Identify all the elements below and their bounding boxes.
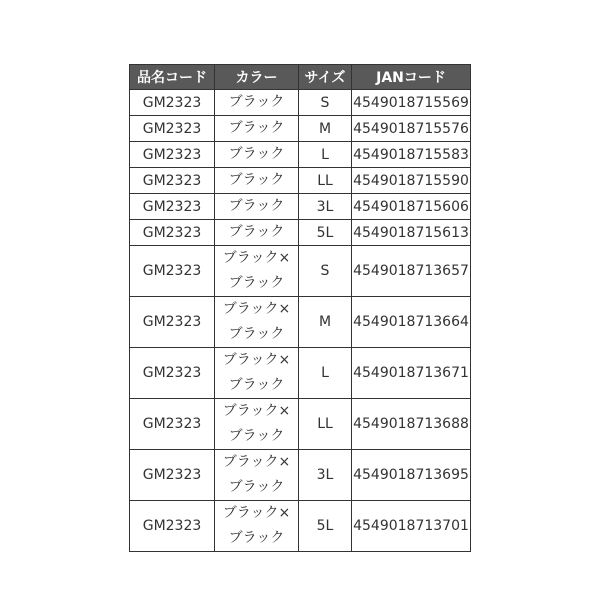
cell-jan-code: 4549018715613: [352, 220, 471, 246]
color-line: ブラック×: [222, 352, 291, 368]
cell-color: [215, 297, 299, 348]
table-row: [130, 116, 471, 142]
cell-product-code: GM2323: [130, 450, 215, 501]
cell-color: [215, 194, 299, 220]
header-product-code: 品名コード: [130, 65, 215, 90]
cell-color: [215, 220, 299, 246]
cell-size: LL: [299, 399, 352, 450]
cell-jan-code: 4549018715569: [352, 90, 471, 116]
cell-jan-code: 4549018715583: [352, 142, 471, 168]
cell-product-code: GM2323: [130, 246, 215, 297]
table-row: [130, 194, 471, 220]
cell-color: [215, 399, 299, 450]
color-line: ブラック×: [222, 250, 291, 266]
cell-color: [215, 168, 299, 194]
cell-color: [215, 348, 299, 399]
cell-size: S: [299, 246, 352, 297]
header-jan-code: JANコード: [352, 65, 471, 90]
product-spec-table: [129, 64, 471, 552]
color-line: ブラック×: [222, 403, 291, 419]
cell-product-code: GM2323: [130, 168, 215, 194]
table-header: [130, 65, 471, 90]
cell-size: LL: [299, 168, 352, 194]
cell-color: [215, 450, 299, 501]
cell-product-code: GM2323: [130, 116, 215, 142]
color-line: ブラック: [228, 94, 285, 110]
table-row: [130, 220, 471, 246]
color-line: ブラック: [228, 428, 285, 444]
table-row: [130, 90, 471, 116]
cell-jan-code: 4549018713657: [352, 246, 471, 297]
cell-color: [215, 90, 299, 116]
cell-product-code: GM2323: [130, 90, 215, 116]
cell-jan-code: 4549018713664: [352, 297, 471, 348]
color-line: ブラック: [228, 198, 285, 214]
cell-product-code: GM2323: [130, 194, 215, 220]
cell-size: L: [299, 348, 352, 399]
cell-jan-code: 4549018713671: [352, 348, 471, 399]
cell-size: 3L: [299, 194, 352, 220]
cell-size: 3L: [299, 450, 352, 501]
color-line: ブラック×: [222, 505, 291, 521]
cell-size: L: [299, 142, 352, 168]
header-color: カラー: [215, 65, 299, 90]
cell-product-code: GM2323: [130, 399, 215, 450]
table-row: [130, 168, 471, 194]
cell-jan-code: 4549018715590: [352, 168, 471, 194]
table-row: [130, 450, 471, 501]
color-line: ブラック: [228, 146, 285, 162]
cell-product-code: GM2323: [130, 501, 215, 552]
color-line: ブラック×: [222, 454, 291, 470]
table-row: [130, 246, 471, 297]
cell-color: [215, 116, 299, 142]
cell-jan-code: 4549018713701: [352, 501, 471, 552]
cell-color: [215, 501, 299, 552]
color-line: ブラック: [228, 326, 285, 342]
color-line: ブラック: [228, 275, 285, 291]
header-size: サイズ: [299, 65, 352, 90]
table-row: [130, 297, 471, 348]
cell-size: 5L: [299, 501, 352, 552]
table-body: [130, 90, 471, 552]
cell-product-code: GM2323: [130, 142, 215, 168]
color-line: ブラック: [228, 377, 285, 393]
cell-jan-code: 4549018715576: [352, 116, 471, 142]
cell-product-code: GM2323: [130, 297, 215, 348]
header-row: [130, 65, 471, 90]
table-row: [130, 348, 471, 399]
cell-product-code: GM2323: [130, 220, 215, 246]
color-line: ブラック×: [222, 301, 291, 317]
table-row: [130, 142, 471, 168]
color-line: ブラック: [228, 224, 285, 240]
color-line: ブラック: [228, 172, 285, 188]
color-line: ブラック: [228, 530, 285, 546]
cell-product-code: GM2323: [130, 348, 215, 399]
table-row: [130, 399, 471, 450]
cell-color: [215, 246, 299, 297]
color-line: ブラック: [228, 120, 285, 136]
table-row: [130, 501, 471, 552]
cell-size: S: [299, 90, 352, 116]
cell-jan-code: 4549018715606: [352, 194, 471, 220]
color-line: ブラック: [228, 479, 285, 495]
cell-size: M: [299, 297, 352, 348]
cell-size: M: [299, 116, 352, 142]
cell-color: [215, 142, 299, 168]
cell-size: 5L: [299, 220, 352, 246]
cell-jan-code: 4549018713695: [352, 450, 471, 501]
cell-jan-code: 4549018713688: [352, 399, 471, 450]
